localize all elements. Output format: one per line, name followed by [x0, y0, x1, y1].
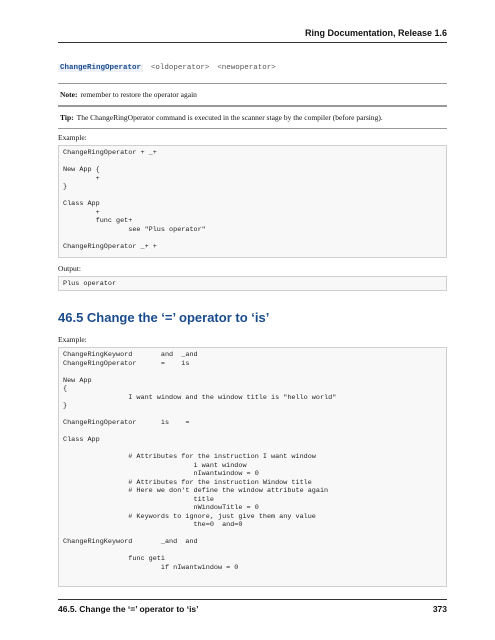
signature-name: ChangeRingOperator: [60, 64, 142, 72]
page-number: 373: [432, 604, 447, 614]
section-heading: 46.5 Change the ‘=’ operator to ‘is’: [58, 310, 270, 325]
tip-label: Tip:: [60, 113, 74, 122]
signature-param-old: <oldoperator>: [150, 64, 210, 72]
running-header: Ring Documentation, Release 1.6: [304, 28, 447, 38]
note-box: [58, 83, 447, 106]
tip-box: [58, 106, 447, 129]
code-block-2: ChangeRingKeyword and _and ChangeRingOperator = is New App { I want window and the window title is "hello world" } ChangeRingOperator is = Class App # Attributes for the instruction I want window i want window nIwantwindow = 0 # Attributes for the instruction Window title # Here we don't define the window attribute again title nWindowTitle = 0 # Keywords to ignore, just give them any value the=0 and=0 ChangeRingKeyword _and and func geti if nIwantwindow = 0: [58, 347, 447, 587]
example-label-2: Example:: [58, 335, 87, 344]
code-block-1: ChangeRingOperator + _+ New App { + } Class App + func get+ see "Plus operator" ChangeRingOperator _+ +: [58, 145, 447, 258]
tip-text: The ChangeRingOperator command is executed in the scanner stage by the compiler (before parsing).: [76, 113, 383, 122]
note-text: remember to restore the operator again: [80, 90, 197, 99]
note-label: Note:: [60, 90, 78, 99]
output-label: Output:: [58, 264, 81, 273]
output-block: Plus operator: [58, 276, 447, 291]
function-signature: [58, 62, 276, 72]
footer-section: 46.5. Change the ‘=’ operator to ‘is’: [58, 604, 199, 614]
footer-divider: [58, 599, 447, 600]
signature-param-new: <newoperator>: [217, 64, 276, 72]
header-divider: [58, 42, 447, 43]
example-label-1: Example:: [58, 133, 87, 142]
